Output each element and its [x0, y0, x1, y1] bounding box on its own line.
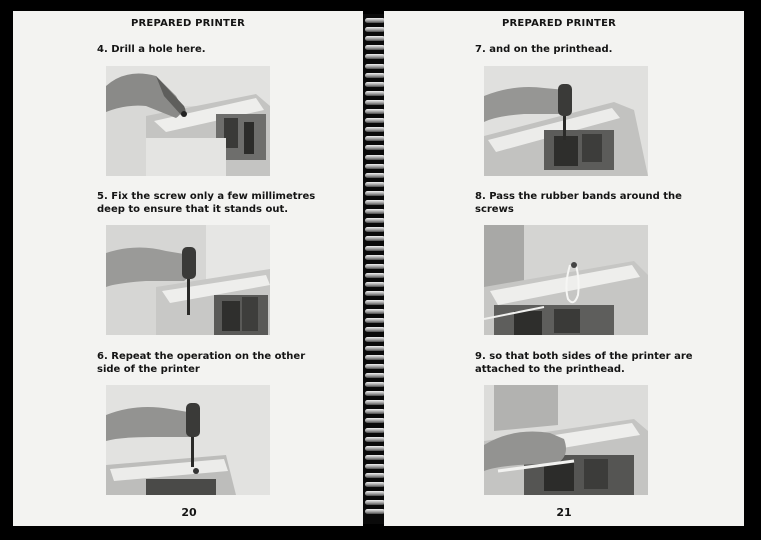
page-number: 21 [556, 506, 572, 519]
spiral-ring [365, 200, 385, 205]
spiral-ring [365, 291, 385, 296]
page-number: 20 [181, 506, 197, 519]
spiral-ring [365, 418, 385, 423]
left-page [13, 11, 363, 526]
attached-printhead-photo [484, 385, 648, 495]
spiral-ring [365, 236, 385, 241]
spiral-ring [365, 264, 385, 269]
spiral-ring [365, 337, 385, 342]
spiral-ring [365, 391, 385, 396]
spiral-ring [365, 473, 385, 478]
spiral-ring [365, 54, 385, 59]
spiral-ring [365, 455, 385, 460]
spiral-ring [365, 218, 385, 223]
spiral-ring [365, 318, 385, 323]
spiral-ring [365, 382, 385, 387]
spiral-ring [365, 64, 385, 69]
spiral-ring [365, 373, 385, 378]
spiral-ring [365, 127, 385, 132]
spiral-ring [365, 73, 385, 78]
spiral-ring [365, 355, 385, 360]
spiral-ring [365, 464, 385, 469]
step-caption: 8. Pass the rubber bands around the screws [475, 191, 682, 215]
spiral-ring [365, 100, 385, 105]
step-caption: 7. and on the printhead. [475, 44, 613, 55]
spiral-ring [365, 500, 385, 505]
spiral-ring [365, 227, 385, 232]
printer-fix-screw-photo [106, 225, 270, 335]
step-caption: 5. Fix the screw only a few millimetres deep to ensure that it stands out. [97, 191, 316, 215]
spiral-ring [365, 300, 385, 305]
spiral-ring [365, 273, 385, 278]
step-caption: 6. Repeat the operation on the other side of the printer [97, 351, 306, 375]
spiral-ring [365, 136, 385, 141]
spiral-ring [365, 446, 385, 451]
step-caption: 9. so that both sides of the printer are attached to the printhead. [475, 351, 693, 375]
spiral-ring [365, 118, 385, 123]
spiral-ring [365, 155, 385, 160]
spiral-ring [365, 173, 385, 178]
printhead-screw-photo [484, 66, 648, 176]
spiral-ring [365, 509, 385, 514]
spiral-binding [363, 14, 384, 524]
spiral-ring [365, 182, 385, 187]
spiral-ring [365, 327, 385, 332]
spiral-ring [365, 346, 385, 351]
page-title: PREPARED PRINTER [131, 18, 245, 29]
spiral-ring [365, 309, 385, 314]
printer-drill-hole-photo [106, 66, 270, 176]
spiral-ring [365, 255, 385, 260]
spiral-ring [365, 428, 385, 433]
right-page [384, 11, 744, 526]
spiral-ring [365, 246, 385, 251]
spiral-ring [365, 191, 385, 196]
spiral-ring [365, 164, 385, 169]
spiral-ring [365, 109, 385, 114]
spiral-ring [365, 282, 385, 287]
spiral-ring [365, 18, 385, 23]
spiral-ring [365, 145, 385, 150]
printer-repeat-screw-photo [106, 385, 270, 495]
step-caption: 4. Drill a hole here. [97, 44, 206, 55]
spiral-ring [365, 82, 385, 87]
page-title: PREPARED PRINTER [502, 18, 616, 29]
spiral-ring [365, 36, 385, 41]
spiral-ring [365, 209, 385, 214]
spiral-ring [365, 400, 385, 405]
spiral-ring [365, 437, 385, 442]
spiral-ring [365, 491, 385, 496]
spiral-ring [365, 482, 385, 487]
spiral-ring [365, 91, 385, 96]
spiral-ring [365, 409, 385, 414]
spiral-ring [365, 45, 385, 50]
rubber-bands-photo [484, 225, 648, 335]
spiral-ring [365, 27, 385, 32]
spiral-ring [365, 364, 385, 369]
